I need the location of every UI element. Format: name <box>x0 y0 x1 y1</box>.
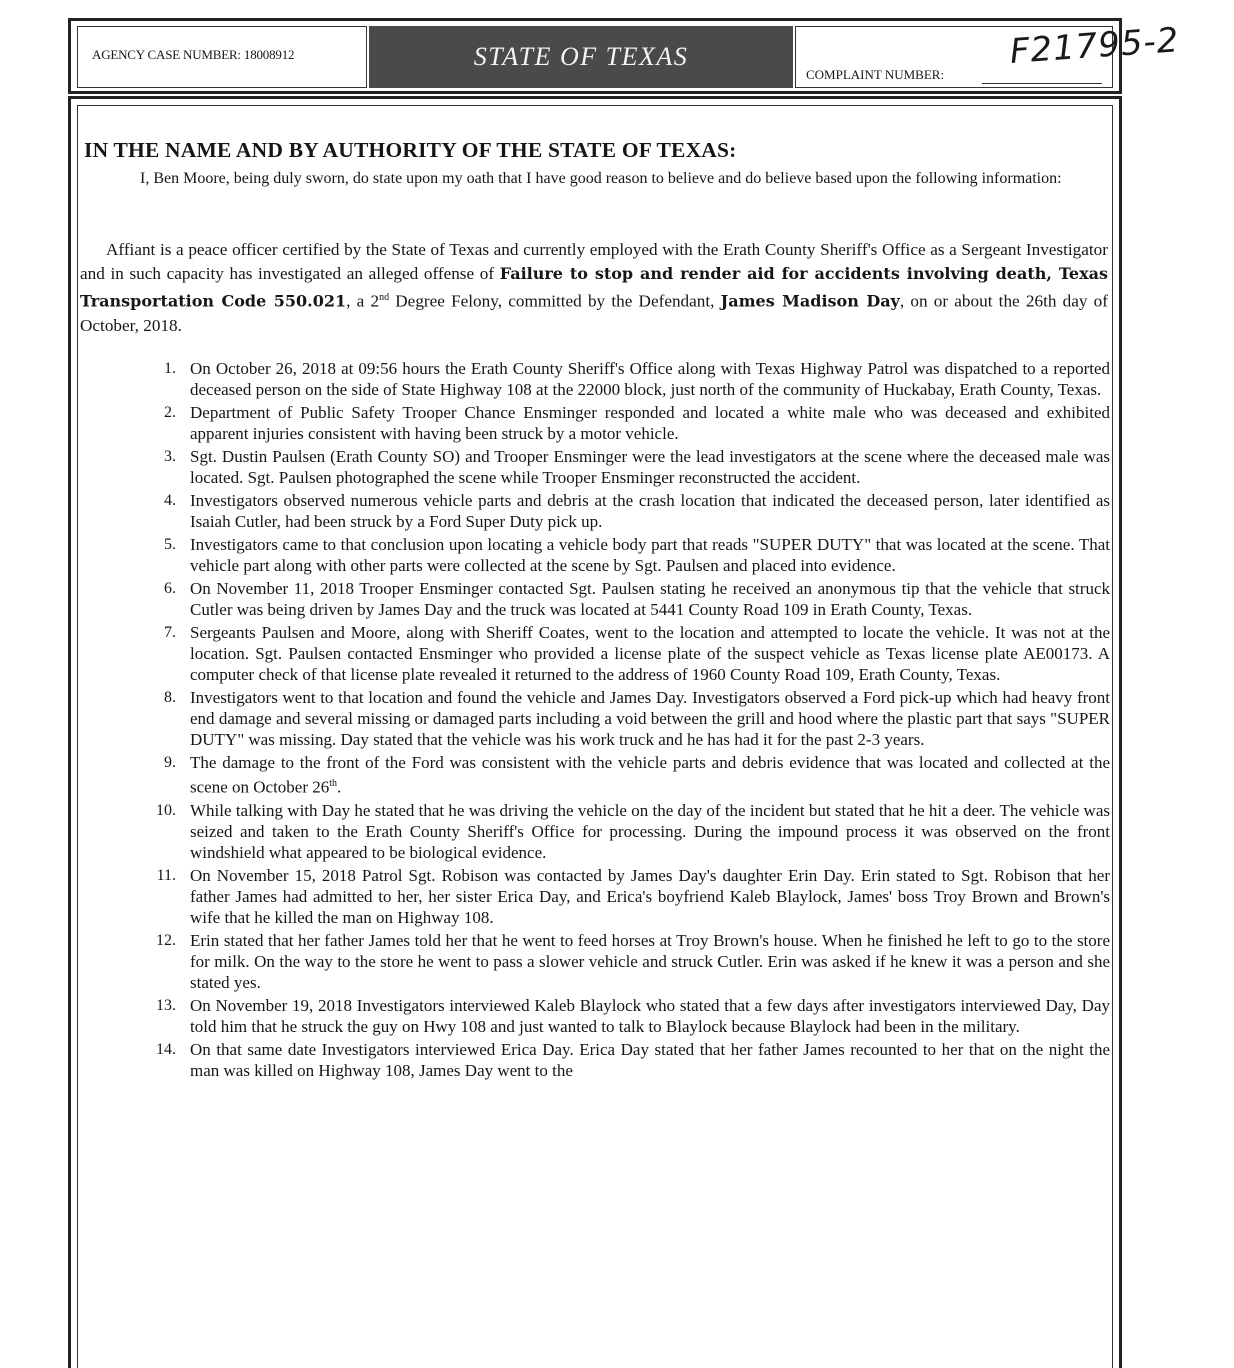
offense-name: Failure to stop and render aid for accidents involving death, Texas Transportation Code 550.021 <box>80 264 1109 311</box>
item-text: On that same date Investigators interviewed Erica Day. Erica Day stated that her father James recounted to her that on the night the man was killed on Highway 108, James Day went to the <box>190 1039 1110 1080</box>
item-number: 1. <box>164 360 176 377</box>
agency-case-box <box>77 26 367 88</box>
item-number: 5. <box>164 536 176 553</box>
item-text: Investigators went to that location and found the vehicle and James Day. Investigators observed a Ford pick-up which had heavy front end damage and several missing or damaged parts including a void between the grill and hood where the plastic part that says "SUPER DUTY" was missing. Day stated that the vehicle was his work truck and he has had it for the past 2-3 years. <box>190 688 1110 749</box>
item-number: 7. <box>164 624 176 641</box>
item-number: 6. <box>164 580 176 597</box>
state-title-band <box>369 26 793 88</box>
list-item <box>140 1039 1110 1081</box>
item-text: Erin stated that her father James told her that he went to feed horses at Troy Brown's house. When he finished he left to go to the store for milk. On the way to the store he went to pass a slower vehicle and struck Cutler. Erin was asked if he knew it was a person and she stated yes. <box>190 930 1110 992</box>
list-item <box>140 534 1110 576</box>
list-item <box>140 402 1110 444</box>
item-number: 8. <box>164 689 176 706</box>
item-text: Investigators came to that conclusion upon locating a vehicle body part that reads "SUPER DUTY" that was located at the scene. That vehicle part along with other parts were collected at the scene by Sgt. Paulsen and placed into evidence. <box>190 535 1110 575</box>
handwritten-complaint-number: F21795-2 <box>1008 20 1181 72</box>
item-text <box>190 752 1110 798</box>
item-text: Sergeants Paulsen and Moore, along with Sheriff Coates, went to the location and attempted to locate the vehicle. It was not at the location. Sgt. Paulsen contacted Ensminger who provided a license plate of the suspect vehicle as Texas license plate AE00173. A computer check of that license plate revealed it returned to the address of 1960 County Road 109, Erath County, Texas. <box>190 623 1110 684</box>
item-text: On November 19, 2018 Investigators interviewed Kaleb Blaylock who stated that a few days after investigators interviewed Day, Day told him that he struck the guy on Hwy 108 and just wanted to talk to Blaylock because Blaylock had been in the military. <box>190 995 1110 1036</box>
list-item <box>140 995 1110 1037</box>
item-number: 11. <box>156 866 176 884</box>
agency-case-number: AGENCY CASE NUMBER: 18008912 <box>92 47 295 62</box>
item-number: 13. <box>156 996 176 1014</box>
item-number: 12. <box>156 931 176 949</box>
item-text: On November 11, 2018 Trooper Ensminger contacted Sgt. Paulsen stating he received an anonymous tip that the vehicle that struck Cutler was being driven by James Day and the truck was located at 5441 County Road 109 in Erath County, Texas. <box>190 579 1110 619</box>
item-text: On October 26, 2018 at 09:56 hours the Erath County Sheriff's Office along with Texas Highway Patrol was dispatched to a reported deceased person on the side of State Highway 108 at the 22000 block, just north of the community of Huckabay, Erath County, Texas. <box>190 359 1110 399</box>
list-item <box>140 800 1110 863</box>
item-text-body: The damage to the front of the Ford was consistent with the vehicle parts and debris evidence that was located and collected at the scene on October 26 <box>190 753 1110 797</box>
affiant-text-4: , on or about the 26th day of October, 2018. <box>80 291 1108 335</box>
item-text: On November 15, 2018 Patrol Sgt. Robison was contacted by James Day's daughter Erin Day. Erin stated to Sgt. Robison that her father James had admitted to her, her sister Erica Day, and Erica's boyfriend Kaleb Blaylock, James' boss Troy Brown and Brown's wife that he killed the man on Highway 108. <box>190 865 1110 927</box>
affiant-text-2: , a 2 <box>346 291 380 311</box>
affiant-text-1: Affiant is a peace officer certified by the State of Texas and currently employed with the Erath County Sheriff's Office as a Sergeant Investigator and in such capacity has investigated an alleged offense of <box>80 240 1108 283</box>
degree-superscript: nd <box>379 292 390 303</box>
complaint-number-label: COMPLAINT NUMBER: <box>806 67 945 82</box>
state-title: STATE OF TEXAS <box>473 42 689 71</box>
item-number: 10. <box>156 801 176 819</box>
header-frame <box>68 18 1122 94</box>
list-item <box>140 865 1110 928</box>
oath-paragraph: I, Ben Moore, being duly sworn, do state upon my oath that I have good reason to believe and do believe based upon the following information: <box>140 170 1062 187</box>
item-number: 4. <box>164 492 176 509</box>
affiant-paragraph <box>80 238 1108 338</box>
item-text-end: . <box>337 777 342 797</box>
list-item <box>140 752 1110 798</box>
list-item <box>140 622 1110 685</box>
item-text: Sgt. Dustin Paulsen (Erath County SO) and Trooper Ensminger were the lead investigators at the scene where the deceased male was located. Sgt. Paulsen photographed the scene while Trooper Ensminger reconstructed the accident. <box>190 447 1110 487</box>
list-item <box>140 578 1110 620</box>
authority-heading: IN THE NAME AND BY AUTHORITY OF THE STATE OF TEXAS: <box>84 138 737 162</box>
item-number: 9. <box>164 754 176 771</box>
item-number: 14. <box>156 1040 176 1058</box>
complaint-number-line <box>982 83 1102 84</box>
list-item <box>140 687 1110 750</box>
list-item <box>140 446 1110 488</box>
list-item <box>140 490 1110 532</box>
item-text: Investigators observed numerous vehicle parts and debris at the crash location that indicated the deceased person, later identified as Isaiah Cutler, had been struck by a Ford Super Duty pick up. <box>190 491 1110 531</box>
item-number: 2. <box>164 404 176 421</box>
numbered-items-list <box>140 358 1110 1083</box>
list-item <box>140 358 1110 400</box>
item-text: Department of Public Safety Trooper Chance Ensminger responded and located a white male who was deceased and exhibited apparent injuries consistent with having been struck by a motor vehicle. <box>190 403 1110 443</box>
list-item <box>140 930 1110 993</box>
defendant-name: James Madison Day <box>720 291 900 311</box>
ordinal-superscript: th <box>329 778 338 789</box>
item-number: 3. <box>164 448 176 465</box>
affiant-text-3: Degree Felony, committed by the Defendant, <box>389 291 721 311</box>
item-text: While talking with Day he stated that he was driving the vehicle on the day of the incident but stated that he hit a deer. The vehicle was seized and taken to the Erath County Sheriff's Office for processing. During the impound process it was observed on the front windshield what appeared to be biological evidence. <box>190 800 1110 862</box>
